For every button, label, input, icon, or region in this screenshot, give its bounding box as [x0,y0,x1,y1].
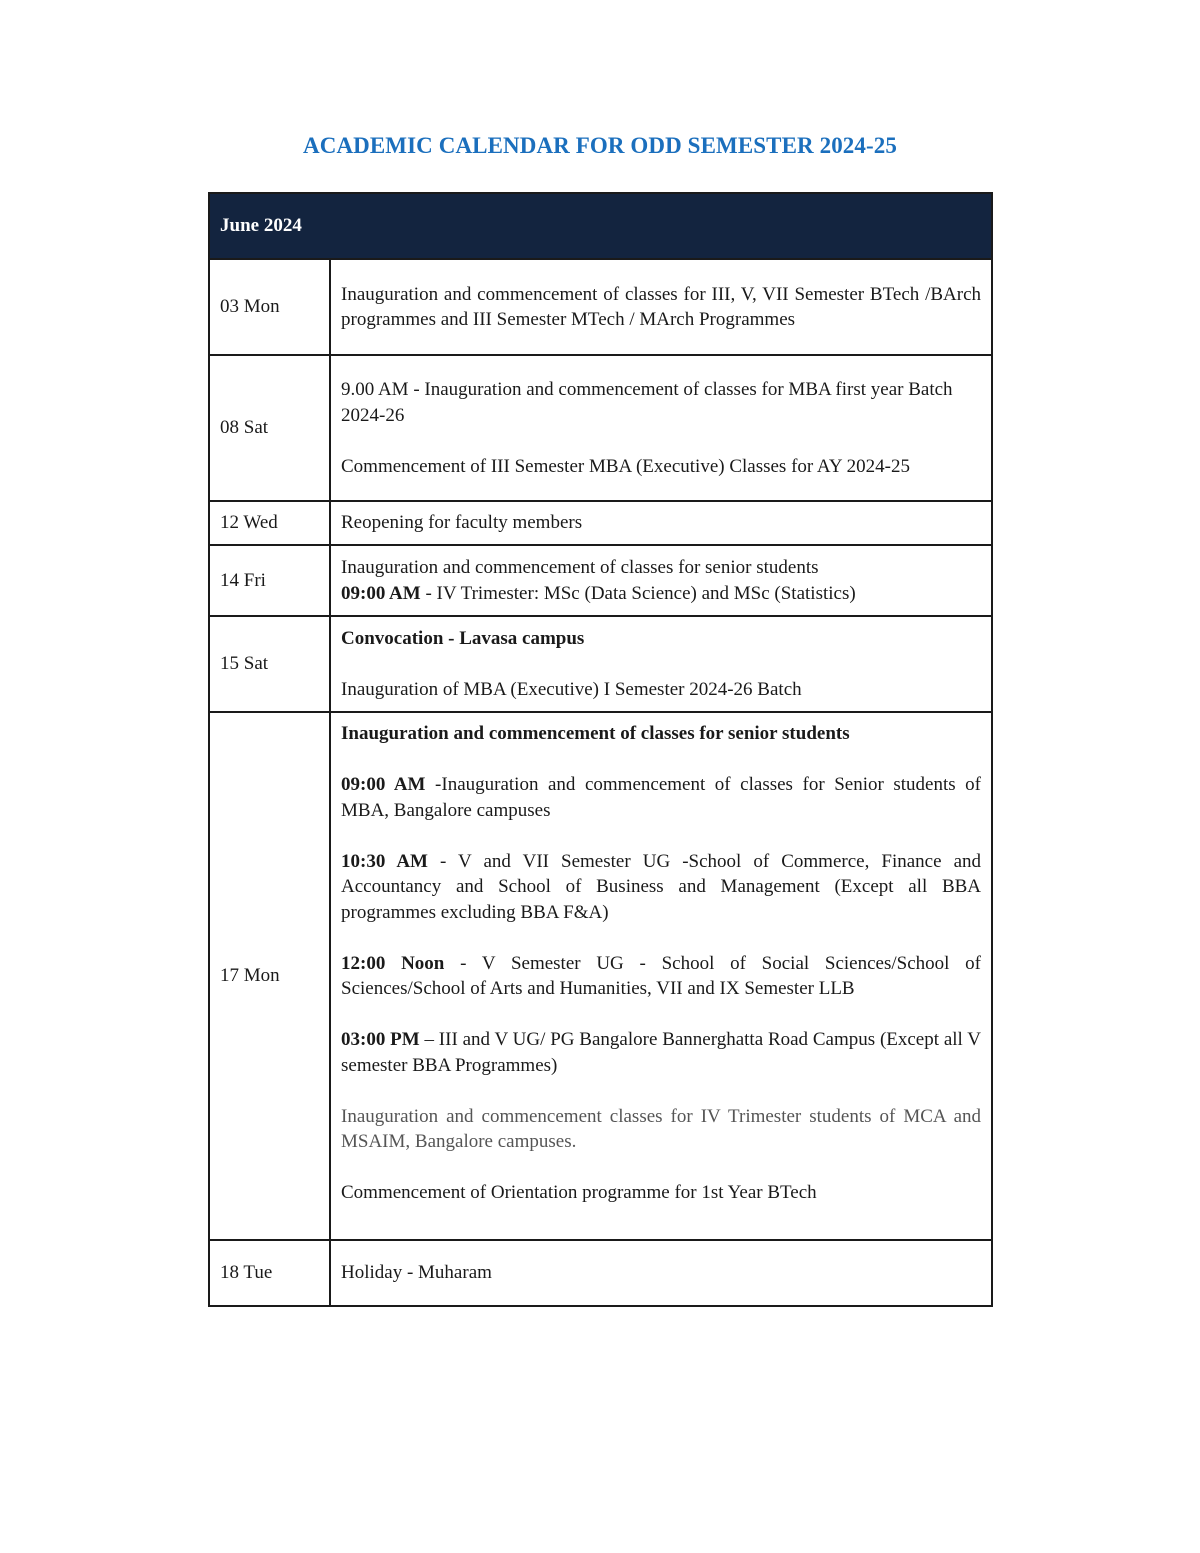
event-time: 12:00 Noon [341,952,445,974]
table-row [209,355,992,501]
table-row [209,1240,992,1306]
table-row [209,259,992,355]
event-text: Commencement of Orientation programme for 1st Year BTech [341,1182,817,1203]
date-cell: 17 Mon [209,712,330,1240]
month-header-row [209,193,992,259]
event-cell [330,545,992,616]
event-time: 10:30 AM [341,850,428,872]
event-heading: Inauguration and commencement of classes for senior students [341,723,850,744]
date-cell: 03 Mon [209,259,330,355]
date-cell: 14 Fri [209,545,330,616]
event-cell [330,501,992,545]
event-text: 9.00 AM - Inauguration and commencement of classes for MBA first year Batch 2024-26 [341,379,953,426]
event-cell [330,616,992,712]
event-text [341,626,981,652]
event-text: Commencement of III Semester MBA (Executive) Classes for AY 2024-25 [341,455,911,477]
month-header: June 2024 [209,193,992,259]
event-text: Reopening for faculty members [341,512,583,534]
event-text: Inauguration of MBA (Executive) I Semester 2024-26 Batch [341,678,802,700]
event-text: Inauguration and commencement of classes for senior students [341,557,819,578]
event-heading: Convocation - Lavasa campus [341,627,585,649]
date-cell: 18 Tue [209,1240,330,1306]
event-text: 09:00 AM -Inauguration and commencement of classes for Senior students of MBA, Bangalore campuses [341,774,982,821]
date-cell: 08 Sat [209,355,330,501]
table-row [209,616,992,712]
page-title: ACADEMIC CALENDAR FOR ODD SEMESTER 2024-25 [303,133,897,158]
event-text: Holiday - Muharam [341,1262,492,1284]
date-cell: 12 Wed [209,501,330,545]
academic-calendar-table [208,192,993,1307]
event-text: 03:00 PM – III and V UG/ PG Bangalore Bannerghatta Road Campus (Except all V semester BBA Programmes) [341,1029,982,1076]
event-text: Inauguration and commencement of classes for III, V, VII Semester BTech /BArch programmes and III Semester MTech / MArch Programmes [341,283,982,330]
date-cell: 15 Sat [209,616,330,712]
event-text: 12:00 Noon - V Semester UG - School of Social Sciences/School of Sciences/School of Arts and Humanities, VII and IX Semester LLB [341,952,982,999]
event-time: 03:00 PM [341,1029,420,1050]
event-cell [330,355,992,501]
table-row [209,545,992,616]
event-time: 09:00 AM [341,582,421,604]
table-row [209,501,992,545]
blank-line [341,1206,981,1232]
event-text: Inauguration and commencement classes for IV Trimester students of MCA and MSAIM, Bangalore campuses. [341,1105,982,1152]
event-text [341,721,981,747]
event-text: 09:00 AM - IV Trimester: MSc (Data Science) and MSc (Statistics) [341,582,856,604]
event-time: 09:00 AM [341,774,426,795]
event-text: 10:30 AM - V and VII Semester UG -School of Commerce, Finance and Accountancy and School of Business and Management (Except all BBA programmes excluding BBA F&A) [341,850,982,923]
event-cell [330,712,992,1240]
event-cell [330,259,992,355]
event-cell [330,1240,992,1306]
table-row [209,712,992,1240]
